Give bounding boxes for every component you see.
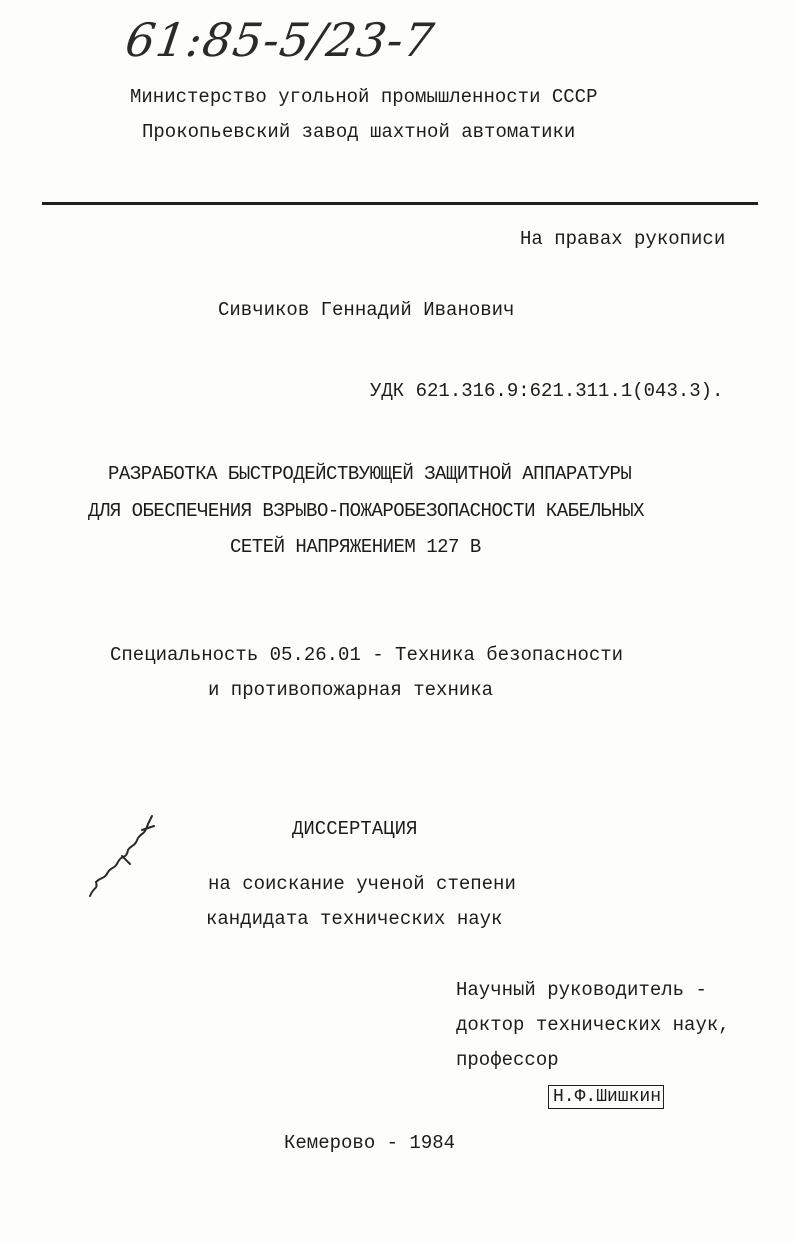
supervisor-line-3: профессор <box>456 1049 559 1071</box>
specialty-line-2: и противопожарная техника <box>208 679 494 701</box>
title-line-2: ДЛЯ ОБЕСПЕЧЕНИЯ ВЗРЫВО-ПОЖАРОБЕЗОПАСНОСТИ КАБЕЛЬНЫХ <box>88 500 644 522</box>
degree-line-1: на соискание ученой степени <box>208 873 516 895</box>
supervisor-line-1: Научный руководитель - <box>456 979 707 1001</box>
degree-line-2: кандидата технических наук <box>206 908 503 930</box>
work-type: ДИССЕРТАЦИЯ <box>292 818 418 840</box>
ministry-line: Министерство угольной промышленности СССР <box>130 86 598 108</box>
author-name: Сивчиков Геннадий Иванович <box>218 299 515 321</box>
specialty-line-1: Специальность 05.26.01 - Техника безопасности <box>110 644 624 666</box>
handwritten-note-icon <box>78 806 168 906</box>
title-line-1: РАЗРАБОТКА БЫСТРОДЕЙСТВУЮЩЕЙ ЗАЩИТНОЙ АППАРАТУРЫ <box>108 463 632 485</box>
header-divider <box>42 202 758 205</box>
manuscript-rights: На правах рукописи <box>520 228 726 250</box>
archive-number: 61:85-5/23-7 <box>122 13 439 67</box>
supervisor-line-2: доктор технических наук, <box>456 1014 730 1036</box>
place-year: Кемерово - 1984 <box>284 1132 456 1154</box>
supervisor-name: Н.Ф.Шишкин <box>553 1087 662 1107</box>
organization-line: Прокопьевский завод шахтной автоматики <box>142 121 576 143</box>
udc-code: УДК 621.316.9:621.311.1(043.3). <box>370 380 724 402</box>
title-line-3: СЕТЕЙ НАПРЯЖЕНИЕМ 127 В <box>230 536 481 558</box>
